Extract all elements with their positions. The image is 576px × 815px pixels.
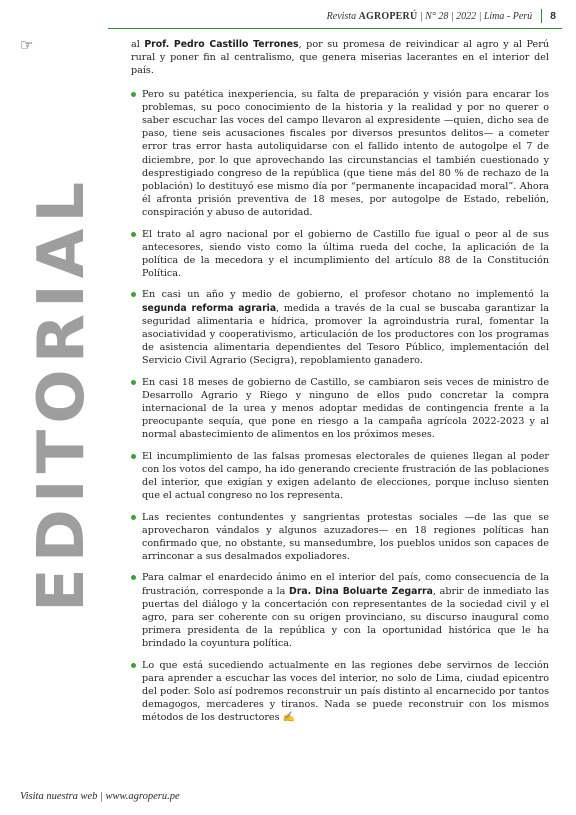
bullet-icon <box>131 292 136 297</box>
header-rule <box>108 28 562 29</box>
article-body <box>131 38 549 733</box>
bullet-icon <box>131 575 136 580</box>
paragraph-2: El trato al agro nacional por el gobierno de Castillo fue igual o peor al de sus antecesores, siendo visto como la última rueda del coche, la aplicación de la política de la mecedora y el incumplimiento del artículo 88 de la Constitución Política. <box>131 228 549 281</box>
bullet-icon <box>131 232 136 237</box>
footer-website: Visita nuestra web | www.agroperu.pe <box>20 791 180 802</box>
paragraph-7: Para calmar el enardecido ánimo en el interior del país, como consecuencia de la frustración, corresponde a la Dra. Dina Boluarte Zegarra, abrir de inmediato las puertas del diálogo y la concertación con representantes de la sociedad civil y el agro, para ser coherente con su origen provinciano, su discurso inaugural como primera presidenta de la república y con la oportunidad histórica que le ha brindado la coyuntura política. <box>131 571 549 650</box>
paragraph-1: Pero su patética inexperiencia, su falta de preparación y visión para encarar los problemas, su poco conocimiento de la historia y la realidad y por no querer o saber escuchar las voces del campo llevaron al expresidente —quien, dicho sea de paso, tiene seis acusaciones fiscales por diversos presuntos delitos— a cometer error tras error hasta autoliquidarse con el fallido intento de autogolpe el 7 de diciembre, por lo que aprovechando las circunstancias el también cuestionado y desprestigiado congreso de la república (que tiene más del 80 % de rechazo de la población) lo destituyó ese mismo día por “permanente incapacidad moral”. Ahora él afronta prisión preventiva de 18 meses, por autogolpe de Estado, rebelión, conspiración y abuso de autoridad. <box>131 88 549 220</box>
bullet-icon <box>131 663 136 668</box>
paragraph-3: En casi un año y medio de gobierno, el profesor chotano no implementó la segunda reforma agraria, medida a través de la cual se buscaba garantizar la seguridad alimentaria e hídrica, promover la agroindustria rural, fomentar la asociatividad y cooperativismo, articulación de los productores con los programas de asistencia alimentaria dependientes del Tesoro Público, implementación del Servicio Civil Agrario (Secigra), repoblamiento ganadero. <box>131 288 549 367</box>
pointing-hand-icon: ☞ <box>20 36 34 54</box>
paragraph-8: Lo que está sucediendo actualmente en las regiones debe servirnos de lección para aprender a escuchar las voces del interior, no solo de Lima, ciudad epicentro del poder. Solo así podremos reconstruir un país distinto al encarnecido por tantos demagogos, mercaderes y tiranos. Nada se puede reconstruir con los mismos métodos de los destructores ✍ <box>131 659 549 725</box>
paragraph-4: En casi 18 meses de gobierno de Castillo, se cambiaron seis veces de ministro de Desarrollo Agrario y Riego y ninguno de ellos pudo concretar la compra internacional de la urea y menos adoptar medidas de contingencia frente a la preocupante sequía, que pone en riesgo a la campaña agrícola 2022-2023 y al normal abastecimiento de alimentos en los próximos meses. <box>131 376 549 442</box>
bullet-icon <box>131 454 136 459</box>
magazine-info: Revista AGROPERÚ | N° 28 | 2022 | Lima - Perú <box>326 10 533 22</box>
bullet-icon <box>131 92 136 97</box>
header-separator <box>541 9 542 23</box>
paragraph-5: El incumplimiento de las falsas promesas electorales de quienes llegan al poder con los votos del campo, ha ido generando creciente frustración de las poblaciones del interior, que exigían y exigen adelanto de elecciones, porque incluso sienten que el actual congreso no los representa. <box>131 450 549 503</box>
section-title-vertical: EDITORIAL <box>25 175 99 612</box>
magazine-brand: AGROPERÚ <box>358 10 418 22</box>
paragraph-6: Las recientes contundentes y sangrientas protestas sociales —de las que se aprovecharon vándalos y algunos azuzadores— en 18 regiones políticas han confirmado que, no obstante, su mansedumbre, los pueblos unidos son capaces de arrinconar a sus desalmados expoliadores. <box>131 511 549 564</box>
page-number: 8 <box>550 10 556 22</box>
writing-hand-icon: ✍ <box>282 712 296 724</box>
running-header <box>327 9 556 23</box>
bullet-icon <box>131 380 136 385</box>
paragraph-continuation: al Prof. Pedro Castillo Terrones, por su promesa de reivindicar al agro y al Perú rural y poner fin al centralismo, que genera miserias lacerantes en el interior del país. <box>131 39 550 77</box>
bullet-icon <box>131 515 136 520</box>
